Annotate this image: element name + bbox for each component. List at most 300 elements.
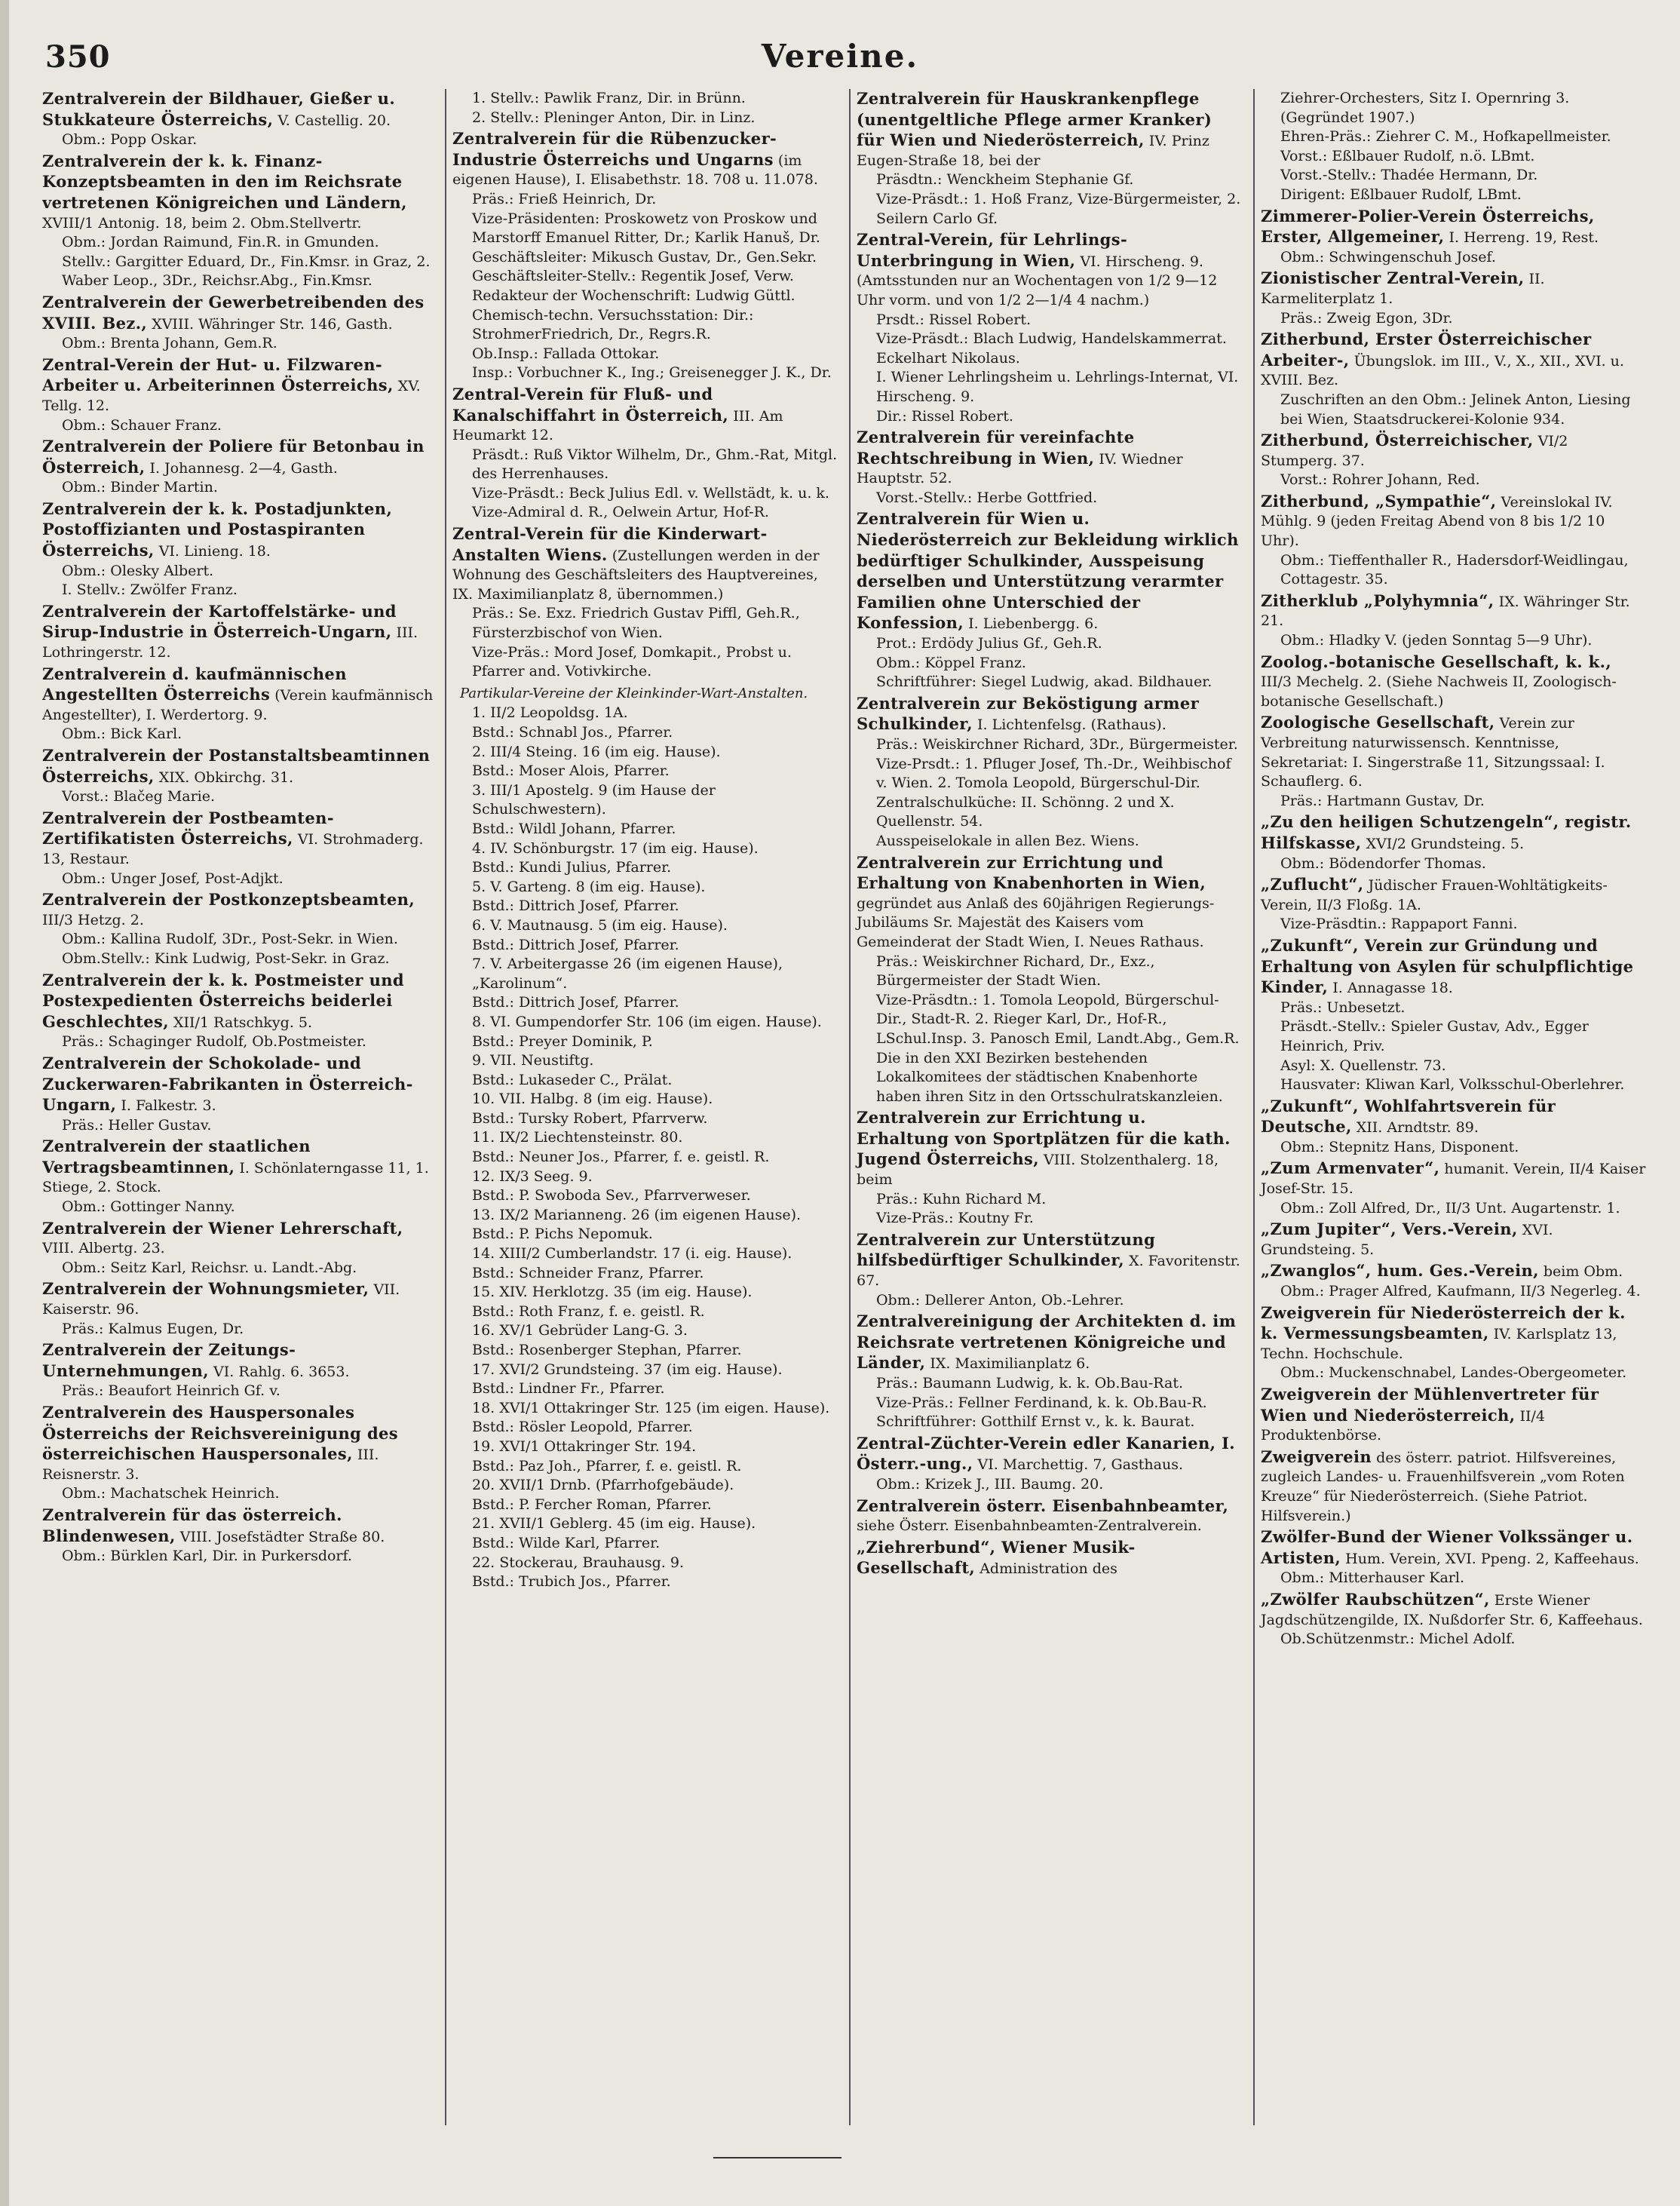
entry-detail-line: Obm.: Binder Martin. <box>62 479 218 496</box>
entry-detail-line: Bstd.: Schneider Franz, Pfarrer. <box>471 1264 704 1281</box>
entry-heading <box>42 355 434 416</box>
directory-entry <box>42 152 434 291</box>
entry-name: Zentralverein der Kartoffelstärke- und Sirup-Industrie in Österreich-Ungarn, <box>42 601 397 642</box>
entry-detail-line: Präs.: Beaufort Heinrich Gf. v. <box>62 1382 281 1400</box>
directory-entry <box>1261 330 1647 429</box>
entry-detail-line: Obm.: Bürklen Karl, Dir. in Purkersdorf. <box>62 1548 352 1565</box>
entry-heading <box>1261 492 1647 551</box>
entry-detail-line: Präs.: Frieß Heinrich, Dr. <box>471 190 657 207</box>
page-title: Vereine. <box>761 38 919 75</box>
entry-detail-line: 9. VII. Neustiftg. <box>471 1052 594 1069</box>
entry-detail-line: 7. V. Arbeitergasse 26 (im eigenen Hause), „Karolinum“. <box>471 956 783 992</box>
entry-detail-line: Obm.: Seitz Karl, Reichsr. u. Landt.-Abg. <box>62 1259 357 1276</box>
entry-detail-line: Geschäftsleiter: Mikusch Gustav, Dr., Gen.Sekr. <box>471 248 817 265</box>
entry-name: Zentralvereinigung der Architekten d. im Reichsrate vertretenen Königreiche und Länder, <box>856 1312 1237 1373</box>
directory-entry <box>857 1230 1243 1310</box>
directory-entry <box>42 746 434 807</box>
entry-heading <box>42 89 434 130</box>
entry-name: „Ziehrerbund“, Wiener Musik-Gesellschaft, <box>856 1537 1136 1578</box>
entry-detail-line: Präs.: Hartmann Gustav, Dr. <box>1280 792 1485 809</box>
entry-detail-line: Bstd.: Schnabl Jos., Pfarrer. <box>471 724 673 741</box>
entry-detail-line: Bstd.: Trubich Jos., Pfarrer. <box>471 1573 671 1591</box>
entry-heading <box>452 524 838 604</box>
entry-address: VI/2 Stumperg. 37. <box>1260 433 1568 469</box>
directory-entry <box>452 524 838 682</box>
entry-detail-line: Vorst.: Eßlbauer Rudolf, n.ö. LBmt. <box>1280 147 1535 164</box>
directory-entry <box>857 694 1243 851</box>
entry-heading <box>857 853 1243 953</box>
entry-heading <box>42 1403 434 1484</box>
directory-entry <box>857 230 1243 426</box>
entry-address: VII. Kaiserstr. 96. <box>42 1281 400 1318</box>
entry-detail-line: Redakteur der Wochenschrift: Ludwig Güttl. <box>471 287 796 304</box>
entry-detail-line: Bstd.: Neuner Jos., Pfarrer, f. e. geistl. R. <box>471 1149 770 1166</box>
entry-detail-line: Obm.: Mitterhauser Karl. <box>1280 1569 1464 1587</box>
entry-detail-line: Vorst.: Blačeg Marie. <box>62 788 216 805</box>
entry-name: „Zum Jupiter“, Vers.-Verein, <box>1260 1220 1518 1239</box>
entry-detail-line: Vize-Prsdt.: 1. Pfluger Josef, Th.-Dr., Weihbischof v. Wien. 2. Tomola Leopold, Bürgerschul-Dir. <box>875 755 1231 792</box>
entry-heading <box>857 1230 1243 1291</box>
entry-detail-line: Vize-Präsdt.: Blach Ludwig, Handelskammerrat. Eckelhart Nikolaus. <box>875 330 1227 367</box>
entry-name: Zentralverein der k. k. Postadjunkten, Postoffizianten und Postaspiranten Österreichs, <box>42 499 393 560</box>
directory-entry <box>857 1538 1243 1579</box>
entry-name: „Zu den heiligen Schutzengeln“, registr. Hilfskasse, <box>1260 812 1632 852</box>
entry-name: Zentralverein der Schokolade- und Zuckerwaren-Fabrikanten in Österreich-Ungarn, <box>42 1053 413 1115</box>
entry-name: Zweigverein für Niederösterreich der k. k. Vermessungsbeamten, <box>1260 1302 1626 1343</box>
entry-detail-line: 4. IV. Schönburgstr. 17 (im eig. Hause). <box>471 839 759 857</box>
entry-heading <box>42 1054 434 1116</box>
directory-entry <box>42 1505 434 1566</box>
entry-detail-line: Bstd.: Rösler Leopold, Pfarrer. <box>471 1419 693 1436</box>
directory-entry <box>1261 875 1647 934</box>
entry-name: Zentralverein der Wohnungsmieter, <box>42 1279 369 1299</box>
entry-address: XV. Tellg. 12. <box>42 378 421 414</box>
entry-address: (im eigenen Hause), I. Elisabethstr. 18. 708 u. 11.078. <box>452 152 818 189</box>
entry-heading <box>42 664 434 726</box>
entry-detail-line: Obm.: Schauer Franz. <box>62 416 222 434</box>
directory-entry <box>1261 1447 1647 1526</box>
entry-detail-line: Bstd.: Tursky Robert, Pfarrverw. <box>471 1109 708 1127</box>
directory-entry <box>1261 936 1647 1095</box>
entry-detail-line: Obm.: Unger Josef, Post-Adjkt. <box>62 870 284 887</box>
entry-address: VIII. Stolzenthalerg. 18, beim <box>856 1152 1219 1189</box>
entry-name: Zentral-Verein für die Kinderwart-Anstalten Wiens. <box>452 524 768 564</box>
entry-heading <box>1261 591 1647 631</box>
entry-heading <box>857 1434 1243 1475</box>
entry-detail-line: Ob.Schützenmstr.: Michel Adolf. <box>1280 1631 1516 1648</box>
entry-detail-line: Obm.: Prager Alfred, Kaufmann, II/3 Negerleg. 4. <box>1280 1283 1641 1300</box>
directory-entry <box>857 1434 1243 1495</box>
directory-entry <box>857 509 1243 692</box>
directory-entry <box>1261 492 1647 590</box>
entry-heading <box>1261 1158 1647 1198</box>
entry-heading <box>452 129 838 190</box>
entry-detail-line: Bstd.: Moser Alois, Pfarrer. <box>471 762 670 780</box>
entry-detail-line: Obm.: Tieffenthaller R., Hadersdorf-Weidlingau, Cottagestr. 35. <box>1280 551 1629 588</box>
directory-entry <box>1261 1303 1647 1383</box>
entry-name: Zwölfer-Bund der Wiener Volkssänger u. Artisten, <box>1260 1527 1633 1567</box>
entry-detail-line: Bstd.: Dittrich Josef, Pfarrer. <box>471 994 679 1011</box>
entry-address: VIII. Josefstädter Straße 80. <box>179 1528 385 1545</box>
entry-address: Verein zur Verbreitung naturwissensch. Kenntnisse, Sekretariat: I. Singerstraße 11, Sitzungssaal: I. Schauflerg. 6. <box>1260 715 1605 790</box>
entry-address: III. Reisnerstr. 3. <box>42 1447 379 1483</box>
entry-heading <box>42 293 434 334</box>
entry-detail-line: Bstd.: P. Pichs Nepomuk. <box>471 1226 653 1243</box>
entry-address: VI. Linieng. 18. <box>158 543 271 560</box>
entry-heading <box>1261 431 1647 471</box>
entry-name: „Zwölfer Raubschützen“, <box>1260 1589 1490 1609</box>
entry-detail-line: Vize-Präsidenten: Proskowetz von Proskow und Marstorff Emanuel Ritter, Dr.; Karlik Hanuš, Dr. <box>471 210 820 247</box>
entry-address: XII/1 Ratschkyg. 5. <box>173 1014 313 1031</box>
entry-detail-line: Präs.: Baumann Ludwig, k. k. Ob.Bau-Rat. <box>875 1375 1184 1391</box>
entry-detail-line: Dirigent: Eßlbauer Rudolf, LBmt. <box>1280 186 1522 203</box>
entry-name: Zentralverein für Hauskrankenpflege (unentgeltliche Pflege armer Kranker) für Wien und Niederösterreich, <box>856 89 1212 150</box>
entry-name: Zentralverein zur Unterstützung hilfsbedürftiger Schulkinder, <box>856 1229 1156 1270</box>
entry-address: VI. Hirscheng. 9. (Amtsstunden nur an Wochentagen von 1/2 9—12 Uhr vorm. und von 1/2 2—1/4 4 nachm.) <box>856 253 1218 308</box>
directory-entry <box>42 971 434 1052</box>
entry-address: Übungslok. im III., V., X., XII., XVI. u. XVIII. Bez. <box>1260 352 1624 389</box>
entry-name: Zentralverein zur Beköstigung armer Schulkinder, <box>856 693 1200 734</box>
entry-name: „Zukunft“, Verein zur Gründung und Erhaltung von Asylen für schulpflichtige Kinder, <box>1260 935 1634 997</box>
entry-detail-line: 19. XVI/1 Ottakringer Str. 194. <box>471 1437 697 1455</box>
entry-detail-line: 3. III/1 Apostelg. 9 (im Hause der Schulschwestern). <box>471 781 716 818</box>
entry-heading <box>42 1340 434 1382</box>
entry-heading <box>1261 652 1647 712</box>
entry-address: I. Liebenbergg. 6. <box>968 615 1099 633</box>
directory-entry <box>42 602 434 663</box>
entry-address: III/3 Hetzg. 2. <box>42 911 144 928</box>
entry-heading <box>1261 1097 1647 1138</box>
entry-detail-line: Obm.: Köppel Franz. <box>875 654 1026 671</box>
entry-name: Zentralverein der Zeitungs-Unternehmungen, <box>42 1340 296 1380</box>
entry-detail-line: Bstd.: Dittrich Josef, Pfarrer. <box>471 897 679 915</box>
entry-detail-line: Präs.: Weiskirchner Richard, Dr., Exz., Bürgermeister der Stadt Wien. <box>875 953 1155 989</box>
entry-heading <box>857 1538 1243 1579</box>
entry-heading <box>1261 1590 1647 1630</box>
entry-detail-line: Zentralschulküche: II. Schönng. 2 und X. Quellenstr. 54. <box>875 793 1175 830</box>
entry-address: VI. Marchettig. 7, Gasthaus. <box>977 1456 1184 1474</box>
entry-heading <box>1261 330 1647 391</box>
entry-name: Zionistischer Zentral-Verein, <box>1260 268 1525 288</box>
entry-detail-line: 14. XIII/2 Cumberlandstr. 17 (i. eig. Hause). <box>471 1245 792 1263</box>
directory-entry <box>42 1219 434 1278</box>
entry-heading <box>42 890 434 930</box>
entry-name: Zentral-Verein der Hut- u. Filzwaren-Arbeiter u. Arbeiterinnen Österreichs, <box>42 354 394 395</box>
entry-detail-line: 21. XVII/1 Geblerg. 45 (im eig. Hause). <box>471 1515 756 1533</box>
entry-detail-line: Prot.: Erdödy Julius Gf., Geh.R. <box>875 635 1102 652</box>
entry-detail-line: Präs.: Kalmus Eugen, Dr. <box>62 1320 244 1337</box>
entry-address: I. Johannesg. 2—4, Gasth. <box>149 459 338 477</box>
directory-entry <box>42 1340 434 1401</box>
entry-address: gegründet aus Anlaß des 60jährigen Regierungs-Jubiläums Sr. Majestät des Kaisers vom Gemeinderat der Stadt Wien, I. Neues Rathaus. <box>856 894 1215 950</box>
entry-name: „Zuflucht“, <box>1260 875 1364 894</box>
entry-address: V. Castellig. 20. <box>277 112 391 129</box>
entry-address: X. Favoritenstr. 67. <box>856 1253 1240 1290</box>
entry-detail-line: 11. IX/2 Liechtensteinstr. 80. <box>471 1129 683 1146</box>
entry-name: Zentralverein der Bildhauer, Gießer u. Stukkateure Österreichs, <box>42 89 396 129</box>
entry-address: des österr. patriot. Hilfsvereines, zugleich Landes- u. Frauenhilfsverein „vom Roten Kreuze“ für Niederösterreich. (Siehe Patriot. Hilfsverein.) <box>1260 1449 1625 1524</box>
entry-name: „Zwanglos“, hum. Ges.-Verein, <box>1260 1261 1539 1281</box>
directory-entry <box>1261 1590 1647 1649</box>
entry-heading <box>857 1108 1243 1189</box>
directory-entry <box>1261 1261 1647 1301</box>
directory-entry <box>42 1279 434 1339</box>
entry-name: Zentral-Verein für Fluß- und Kanalschiffahrt in Österreich, <box>452 384 729 425</box>
entry-address: Vereinslokal IV. Mühlg. 9 (jeden Freitag Abend von 8 bis 1/2 10 Uhr). <box>1260 493 1613 550</box>
entry-heading <box>1261 207 1647 248</box>
directory-entry <box>42 1403 434 1504</box>
entry-heading <box>1261 812 1647 854</box>
entry-detail-line: 2. III/4 Steing. 16 (im eig. Hause). <box>471 743 721 760</box>
entry-address: III. Lothringerstr. 12. <box>42 624 418 661</box>
directory-entry <box>1261 207 1647 268</box>
entry-heading <box>1261 1385 1647 1446</box>
entry-detail-line: Bstd.: Roth Franz, f. e. geistl. R. <box>471 1302 705 1320</box>
directory-entry <box>42 1137 434 1217</box>
entry-address: IV. Prinz Eugen-Straße 18, bei der <box>856 133 1209 169</box>
entry-detail-line: Präsdt.: Ruß Viktor Wilhelm, Dr., Ghm.-Rat, Mitgl. des Herrenhauses. <box>471 446 838 483</box>
entry-detail-line: Vize-Präs.: Fellner Ferdinand, k. k. Ob.Bau-R. <box>875 1394 1207 1411</box>
directory-entry <box>1261 1158 1647 1218</box>
entry-heading <box>1261 1527 1647 1569</box>
directory-entry <box>1261 1220 1647 1259</box>
directory-entry <box>1261 812 1647 873</box>
entry-detail-line: Präs.: Weiskirchner Richard, 3Dr., Bürgermeister. <box>875 736 1238 753</box>
entry-detail-line: Vize-Präs.: Mord Josef, Domkapit., Probst u. Pfarrer and. Votivkirche. <box>471 643 792 680</box>
entry-detail-line: 8. VI. Gumpendorfer Str. 106 (im eigen. Hause). <box>471 1013 822 1030</box>
entry-heading <box>1261 1303 1647 1364</box>
entry-heading <box>1261 875 1647 915</box>
entry-detail-line: Bstd.: Kundi Julius, Pfarrer. <box>471 859 672 876</box>
footer-rule <box>713 2157 842 2158</box>
directory-entry <box>1261 652 1647 712</box>
entry-heading <box>42 437 434 478</box>
entry-detail-line: Vize-Präsdtn.: 1. Tomola Leopold, Bürgerschul-Dir., Stadt-R. 2. Rieger Karl, Dr., Hof-R., LSchul.Insp. 3. Panosch Emil, Landt.Abg., Gem.R. <box>875 991 1240 1047</box>
entry-address: I. Herreng. 19, Rest. <box>1449 229 1599 247</box>
entry-heading <box>42 971 434 1033</box>
directory-entry <box>857 428 1243 508</box>
entry-detail-line: Bstd.: Lindner Fr., Pfarrer. <box>471 1380 665 1398</box>
entry-detail-line: Bstd.: Lukaseder C., Prälat. <box>471 1071 673 1088</box>
entry-detail-line: Hausvater: Kliwan Karl, Volksschul-Oberlehrer. <box>1280 1076 1625 1094</box>
entry-detail-line: 12. IX/3 Seeg. 9. <box>471 1167 593 1185</box>
entry-address: Jüdischer Frauen-Wohltätigkeits-Verein, II/3 Floßg. 1A. <box>1260 877 1608 913</box>
entry-detail-line: Vorst.: Rohrer Johann, Red. <box>1280 471 1480 489</box>
entry-name: Zentralverein der Poliere für Betonbau in Österreich, <box>42 437 425 477</box>
entry-detail-line: Obm.: Bick Karl. <box>62 726 182 743</box>
entry-address: XIX. Obkirchg. 31. <box>158 769 294 786</box>
entry-heading <box>857 509 1243 634</box>
entry-heading <box>857 694 1243 735</box>
directory-entry <box>857 1312 1243 1432</box>
directory-entry <box>42 499 434 600</box>
entry-detail-line: 1. Stellv.: Pawlik Franz, Dir. in Brünn. <box>471 90 746 106</box>
entry-name: Zentralverein zur Errichtung u. Erhaltung von Sportplätzen für die kath. Jugend Österreichs, <box>856 1108 1231 1169</box>
entry-heading <box>1261 1261 1647 1282</box>
entry-address: IV. Karlsplatz 13, Techn. Hochschule. <box>1260 1326 1617 1362</box>
entry-address: XVIII. Währinger Str. 146, Gasth. <box>152 315 393 333</box>
entry-name: Zitherklub „Polyhymnia“, <box>1260 591 1495 610</box>
entry-address: VI. Strohmaderg. 13, Restaur. <box>42 831 424 867</box>
entry-detail-line: Insp.: Vorbuchner K., Ing.; Greisenegger J. K., Dr. <box>471 364 832 382</box>
entry-detail-line: Obm.: Dellerer Anton, Ob.-Lehrer. <box>875 1291 1124 1309</box>
entry-name: Zentralverein des Hauspersonales Österreichs der Reichsvereinigung des österreichischen Hauspersonales, <box>42 1403 399 1464</box>
directory-entry <box>1261 1097 1647 1158</box>
entry-heading <box>1261 1220 1647 1259</box>
entry-heading <box>42 499 434 562</box>
entry-address: III/3 Mechelg. 2. (Siehe Nachweis II, Zoologisch-botanische Gesellschaft.) <box>1260 673 1617 710</box>
entry-address: XVIII/1 Antonig. 18, beim 2. Obm.Stellvertr. <box>42 214 362 232</box>
page-number: 350 <box>45 39 111 75</box>
entry-detail-line: Prsdt.: Rissel Robert. <box>875 311 1032 328</box>
entry-detail-line: 17. XVI/2 Grundsteing. 37 (im eig. Hause). <box>471 1361 783 1378</box>
entry-detail-line: 6. V. Mautnausg. 5 (im eig. Hause). <box>471 916 728 934</box>
entry-detail-line: Bstd.: Rosenberger Stephan, Pfarrer. <box>471 1342 742 1358</box>
entry-address: II/4 Produktenbörse. <box>1260 1407 1545 1444</box>
entry-detail-line: Bstd.: Preyer Dominik, P. <box>471 1032 653 1050</box>
entry-detail-line: Stellv.: Gargitter Eduard, Dr., Fin.Kmsr. in Graz, 2. Waber Leop., 3Dr., Reichsr.Abg., Fin.Kmsr. <box>62 253 431 290</box>
entry-heading <box>42 1279 434 1319</box>
directory-entry <box>452 89 838 127</box>
entry-name: Zitherbund, Österreichischer, <box>1260 431 1534 450</box>
entry-detail-line: Obm.: Bödendorfer Thomas. <box>1280 854 1486 872</box>
entry-detail-line: Obm.Stellv.: Kink Ludwig, Post-Sekr. in Graz. <box>62 950 390 967</box>
directory-entry <box>452 129 838 383</box>
entry-detail-line: Schriftführer: Siegel Ludwig, akad. Bildhauer. <box>875 673 1212 691</box>
entry-detail-line: Chemisch-techn. Versuchsstation: Dir.: StrohmerFriedrich, Dr., Regrs.R. <box>471 306 754 343</box>
entry-detail-line: 1. II/2 Leopoldsg. 1A. <box>471 704 628 722</box>
entry-address: I. Schönlaterngasse 11, 1. Stiege, 2. Stock. <box>42 1159 429 1196</box>
directory-entry <box>857 1108 1243 1229</box>
entry-detail-line: 22. Stockerau, Brauhausg. 9. <box>471 1554 684 1571</box>
entry-name: Zentralverein für vereinfachte Rechtschreibung in Wien, <box>856 428 1135 468</box>
directory-entry <box>42 664 434 744</box>
entry-address: VI. Rahlg. 6. 3653. <box>213 1363 350 1380</box>
directory-entry <box>452 684 838 1592</box>
entry-detail-line: 20. XVII/1 Drnb. (Pfarrhofgebäude). <box>471 1477 734 1494</box>
entry-address: I. Falkestr. 3. <box>121 1097 216 1115</box>
entry-name: Zentralverein der staatlichen Vertragsbeamtinnen, <box>42 1137 311 1177</box>
subsection-heading: Partikular-Vereine der Kleinkinder-Wart-Anstalten. <box>459 685 808 701</box>
entry-address: beim Obm. <box>1543 1263 1623 1281</box>
entry-name: Zitherbund, Erster Österreichischer Arbeiter-, <box>1260 330 1592 370</box>
entry-detail-line: Obm.: Schwingenschuh Josef. <box>1280 248 1496 265</box>
entry-name: Zentralverein österr. Eisenbahnbeamter, <box>856 1496 1229 1515</box>
entry-heading <box>1261 936 1647 999</box>
entry-detail-line: Ehren-Präs.: Ziehrer C. M., Hofkapellmeister. <box>1280 128 1611 146</box>
entry-detail-line: Obm.: Gottinger Nanny. <box>62 1198 235 1216</box>
entry-detail-line: I. Stellv.: Zwölfer Franz. <box>62 581 238 599</box>
entry-detail-line: Vize-Präs.: Koutny Fr. <box>875 1210 1034 1227</box>
entry-name: Zentralverein der Wiener Lehrerschaft, <box>42 1218 403 1238</box>
entry-detail-line: Obm.: Kallina Rudolf, 3Dr., Post-Sekr. in Wien. <box>62 931 398 948</box>
entry-heading <box>857 1496 1243 1536</box>
entry-detail-line: Ob.Insp.: Fallada Ottokar. <box>471 345 660 362</box>
entry-detail-line: Obm.: Muckenschnabel, Landes-Obergeometer. <box>1280 1364 1627 1382</box>
entry-name: Zentralverein für das österreich. Blindenwesen, <box>42 1505 342 1545</box>
entry-name: „Zukunft“, Wohlfahrtsverein für Deutsche, <box>1260 1096 1556 1137</box>
entry-heading <box>1261 1447 1647 1526</box>
entry-heading <box>857 89 1243 170</box>
entry-address: (Verein kaufmännisch Angestellter), I. Werdertorg. 9. <box>42 687 434 723</box>
entry-name: Zoolog.-botanische Gesellschaft, k. k., <box>1260 652 1612 671</box>
directory-entry <box>452 385 838 523</box>
entry-address: IX. Maximilianplatz 6. <box>930 1355 1090 1373</box>
entry-name: Zentralverein der Gewerbetreibenden des XVIII. Bez., <box>42 292 425 333</box>
entry-detail-line: Bstd.: P. Swoboda Sev., Pfarrverweser. <box>471 1187 751 1204</box>
entry-name: Zentralverein für Wien u. Niederösterreich zur Bekleidung wirklich bedürftiger Schulkinder, Ausspeisung derselben und Unterstützung verarmter Familien ohne Unterschied der Konfession, <box>856 509 1239 633</box>
entry-heading <box>857 230 1243 310</box>
entry-name: Zentral-Verein, für Lehrlings-Unterbringung in Wien, <box>856 230 1128 270</box>
entry-address: XVI. Grundsteing. 5. <box>1260 1222 1553 1258</box>
entry-detail-line: Obm.: Zoll Alfred, Dr., II/3 Unt. Augartenstr. 1. <box>1280 1199 1620 1217</box>
columns-container <box>42 89 1647 2125</box>
entry-name: Zentralverein für die Rübenzucker-Industrie Österreichs und Ungarns <box>452 129 777 169</box>
entry-address: IV. Wiedner Hauptstr. 52. <box>856 450 1183 487</box>
entry-name: Zentralverein d. kaufmännischen Angestellten Österreichs <box>42 664 347 704</box>
entry-detail-line: Geschäftsleiter-Stellv.: Regentik Josef, Verw. <box>471 268 794 285</box>
entry-detail-line: Bstd.: P. Fercher Roman, Pfarrer. <box>471 1496 712 1513</box>
column-3 <box>849 89 1243 2125</box>
entry-detail-line: Obm.: Hladky V. (jeden Sonntag 5—9 Uhr). <box>1280 632 1593 649</box>
entry-name: Zentralverein der Postkonzeptsbeamten, <box>42 890 415 910</box>
entry-detail-line: Bstd.: Wilde Karl, Pfarrer. <box>471 1534 661 1551</box>
entry-detail-line: Vize-Präsdt.: Beck Julius Edl. v. Wellstädt, k. u. k. Vize-Admiral d. R., Oelwein Artur, Hof-R. <box>471 484 829 521</box>
entry-heading <box>857 428 1243 489</box>
entry-heading <box>42 1137 434 1198</box>
directory-entry <box>857 89 1243 229</box>
entry-detail-line: Bstd.: Dittrich Josef, Pfarrer. <box>471 936 679 953</box>
entry-detail-line: Zuschriften an den Obm.: Jelinek Anton, Liesing bei Wien, Staatsdruckerei-Kolonie 934. <box>1280 391 1631 428</box>
directory-entry <box>857 853 1243 1107</box>
directory-entry <box>1261 1385 1647 1446</box>
entry-detail-line: Obm.: Stepnitz Hans, Disponent. <box>1280 1138 1519 1155</box>
entry-address: siehe Österr. Eisenbahnbeamten-Zentralverein. <box>856 1517 1202 1535</box>
directory-entry <box>42 293 434 354</box>
entry-name: Zentralverein zur Errichtung und Erhaltung von Knabenhorten in Wien, <box>856 852 1206 893</box>
entry-detail-line: 16. XV/1 Gebrüder Lang-G. 3. <box>471 1322 688 1339</box>
entry-detail-line: Obm.: Krizek J., III. Baumg. 20. <box>875 1475 1104 1493</box>
entry-detail-line: Obm.: Popp Oskar. <box>62 131 198 149</box>
page-edge <box>0 0 9 2206</box>
entry-address: I. Lichtenfelsg. (Rathaus). <box>977 716 1166 734</box>
entry-detail-line: 2. Stellv.: Pleninger Anton, Dir. in Linz. <box>471 109 756 126</box>
entry-heading <box>42 602 434 663</box>
entry-heading <box>42 808 434 870</box>
entry-detail-line: Dir.: Rissel Robert. <box>875 407 1013 425</box>
directory-entry <box>42 808 434 888</box>
entry-address: VIII. Albertg. 23. <box>42 1240 165 1257</box>
entry-detail-line: Ziehrer-Orchesters, Sitz I. Opernring 3. (Gegründet 1907.) <box>1280 90 1570 126</box>
entry-detail-line: Obm.: Jordan Raimund, Fin.R. in Gmunden. <box>62 234 379 251</box>
entry-detail-line: Vorst.-Stellv.: Thadée Hermann, Dr. <box>1280 167 1538 184</box>
directory-entry <box>1261 713 1647 811</box>
directory-entry <box>1261 89 1647 205</box>
entry-name: Zentralverein der Postanstaltsbeamtinnen Österreichs, <box>42 746 431 786</box>
entry-heading <box>1261 268 1647 308</box>
entry-name: Zweigverein <box>1260 1447 1372 1466</box>
entry-detail-line: Obm.: Brenta Johann, Gem.R. <box>62 335 277 352</box>
entry-heading <box>42 746 434 787</box>
entry-detail-line: Schriftführer: Gotthilf Ernst v., k. k. Baurat. <box>875 1413 1195 1431</box>
entry-name: „Zum Armenvater“, <box>1260 1158 1440 1178</box>
entry-name: Zitherbund, „Sympathie“, <box>1260 491 1497 511</box>
entry-heading <box>42 1505 434 1547</box>
entry-detail-line: Bstd.: Paz Joh., Pfarrer, f. e. geistl. R. <box>471 1457 742 1474</box>
entry-detail-line: 10. VII. Halbg. 8 (im eig. Hause). <box>471 1091 713 1108</box>
entry-detail-line: Asyl: X. Quellenstr. 73. <box>1280 1057 1446 1074</box>
directory-entry <box>42 437 434 498</box>
